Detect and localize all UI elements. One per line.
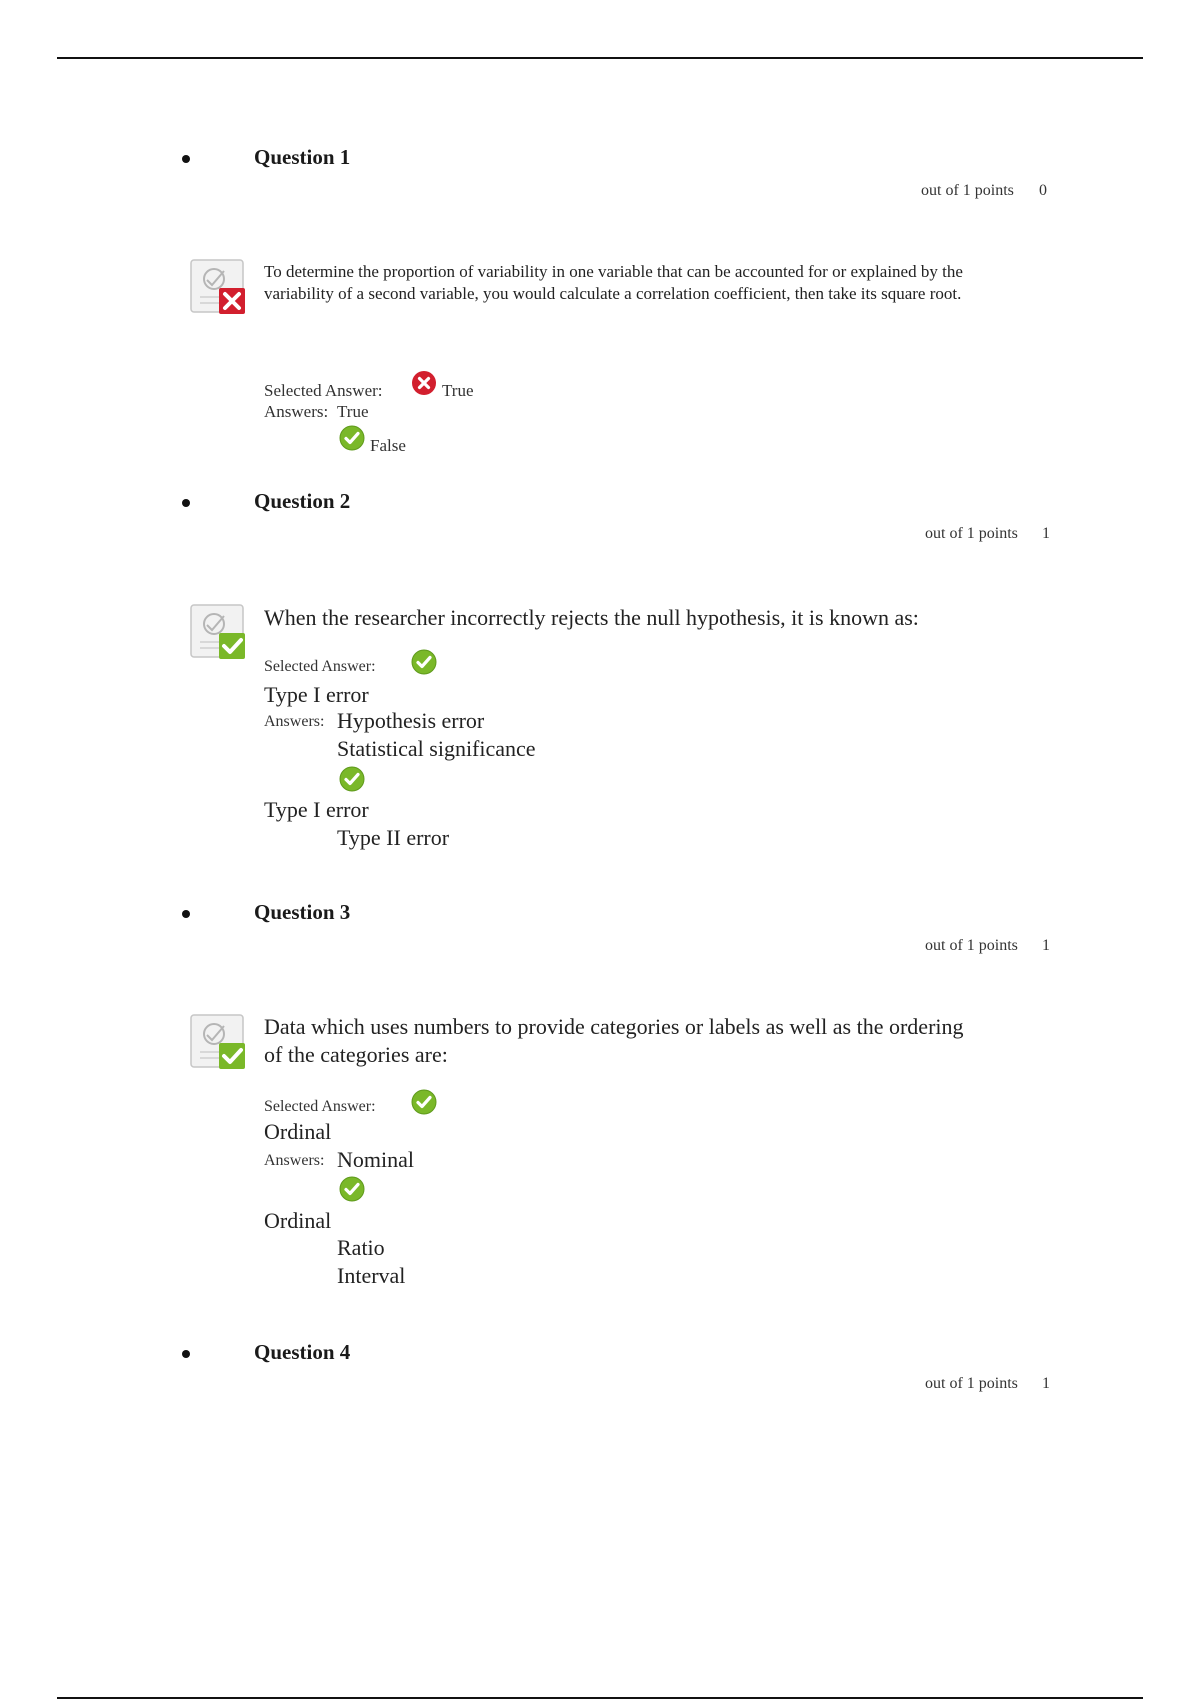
answer-option: Statistical significance — [337, 736, 536, 761]
answer-option: Nominal — [337, 1147, 414, 1172]
selected-answer-label: Selected Answer: — [264, 381, 383, 400]
points-score: 1 — [1042, 1375, 1050, 1392]
bullet — [182, 499, 190, 507]
answers-label: Answers: — [264, 1152, 325, 1169]
correct-icon — [339, 425, 365, 451]
question-text: To determine the proportion of variability in one variable that can be accounted for or explained by the variability of a second variable, you would calculate a correlation coefficient, then take its square root. — [264, 262, 963, 303]
bullet — [182, 910, 190, 918]
answer-option: Type II error — [337, 825, 450, 850]
answer-option: True — [337, 402, 369, 421]
points-label: out of 1 points — [921, 182, 1014, 199]
points-label: out of 1 points — [925, 1375, 1018, 1392]
points-score: 0 — [1039, 182, 1047, 199]
question-correct-icon — [188, 1012, 248, 1072]
selected-answer-value: Ordinal — [264, 1119, 332, 1144]
answer-option: False — [370, 436, 406, 455]
question-title: Question 1 — [254, 145, 351, 169]
correct-icon — [411, 1089, 437, 1115]
incorrect-icon — [411, 370, 437, 396]
points-score: 1 — [1042, 937, 1050, 954]
correct-icon — [411, 649, 437, 675]
answer-option: Ordinal — [264, 1208, 332, 1233]
question-title: Question 4 — [254, 1340, 351, 1364]
answers-label: Answers: — [264, 402, 329, 421]
question-text: When the researcher incorrectly rejects the null hypothesis, it is known as: — [264, 605, 919, 630]
answer-option: Hypothesis error — [337, 708, 485, 733]
selected-answer-value: True — [442, 381, 474, 400]
answer-option: Type I error — [264, 797, 369, 822]
correct-icon — [339, 766, 365, 792]
question-title: Question 3 — [254, 900, 351, 924]
selected-answer-label: Selected Answer: — [264, 1098, 376, 1115]
selected-answer-value: Type I error — [264, 682, 369, 707]
answer-option: Interval — [337, 1263, 406, 1288]
question-correct-icon — [188, 602, 248, 662]
points-score: 1 — [1042, 525, 1050, 542]
points-label: out of 1 points — [925, 937, 1018, 954]
correct-icon — [339, 1176, 365, 1202]
answer-option: Ratio — [337, 1235, 385, 1260]
points-label: out of 1 points — [925, 525, 1018, 542]
question-incorrect-icon — [188, 257, 248, 317]
selected-answer-label: Selected Answer: — [264, 658, 376, 675]
question-title: Question 2 — [254, 489, 351, 513]
top-rule — [57, 57, 1143, 59]
answers-label: Answers: — [264, 713, 325, 730]
question-text: Data which uses numbers to provide categories or labels as well as the ordering of the categories are: — [264, 1014, 964, 1067]
bullet — [182, 1350, 190, 1358]
bottom-rule — [57, 1697, 1143, 1699]
bullet — [182, 155, 190, 163]
